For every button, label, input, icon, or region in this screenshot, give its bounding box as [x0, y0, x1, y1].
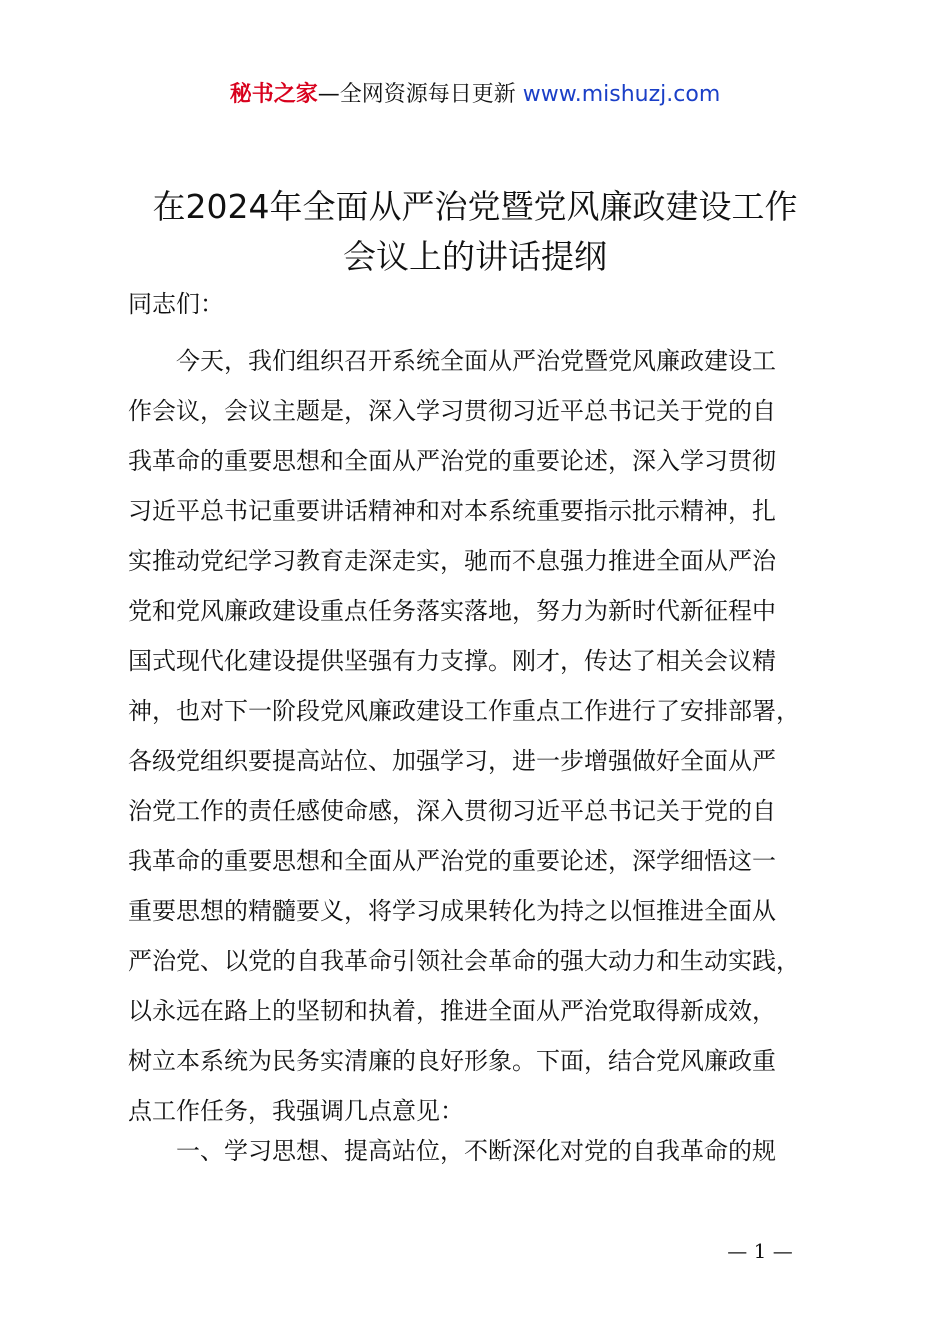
site-header — [0, 78, 950, 112]
salutation: 同志们： — [128, 290, 224, 318]
body-line: 以永远在路上的坚韧和执着，推进全面从严治党取得新成效， — [128, 997, 776, 1025]
body-line: 作会议，会议主题是，深入学习贯彻习近平总书记关于党的自 — [128, 397, 776, 425]
page-number: — 1 — — [727, 1239, 793, 1263]
body-line: 严治党、以党的自我革命引领社会革命的强大动力和生动实践， — [128, 947, 800, 975]
body-line: 点工作任务，我强调几点意见： — [128, 1097, 464, 1125]
section-heading: 一、学习思想、提高站位，不断深化对党的自我革命的规 — [176, 1137, 776, 1165]
body-line: 实推动党纪学习教育走深走实，驰而不息强力推进全面从严治 — [128, 547, 776, 575]
body-line: 重要思想的精髓要义，将学习成果转化为持之以恒推进全面从 — [128, 897, 776, 925]
site-url[interactable]: www.mishuzj.com — [522, 82, 721, 107]
body-line: 各级党组织要提高站位、加强学习，进一步增强做好全面从严 — [128, 747, 776, 775]
body-line: 树立本系统为民务实清廉的良好形象。下面，结合党风廉政重 — [128, 1047, 776, 1075]
body-line: 国式现代化建设提供坚强有力支撑。刚才，传达了相关会议精 — [128, 647, 776, 675]
body-line: 治党工作的责任感使命感，深入贯彻习近平总书记关于党的自 — [128, 797, 776, 825]
title-line-2: 会议上的讲话提纲 — [343, 237, 607, 276]
document-title — [100, 182, 850, 282]
body-line: 我革命的重要思想和全面从严治党的重要论述，深入学习贯彻 — [128, 447, 776, 475]
body-line: 今天，我们组织召开系统全面从严治党暨党风廉政建设工 — [176, 347, 776, 375]
title-line-1: 在2024年全面从严治党暨党风廉政建设工作 — [152, 187, 798, 226]
body-paragraph — [128, 336, 856, 1136]
body-line: 习近平总书记重要讲话精神和对本系统重要指示批示精神，扎 — [128, 497, 776, 525]
header-tagline: —全网资源每日更新 — [317, 82, 523, 107]
body-line: 我革命的重要思想和全面从严治党的重要论述，深学细悟这一 — [128, 847, 776, 875]
body-line: 神，也对下一阶段党风廉政建设工作重点工作进行了安排部署， — [128, 697, 800, 725]
brand-name: 秘书之家 — [229, 82, 318, 107]
body-line: 党和党风廉政建设重点任务落实落地，努力为新时代新征程中 — [128, 597, 776, 625]
